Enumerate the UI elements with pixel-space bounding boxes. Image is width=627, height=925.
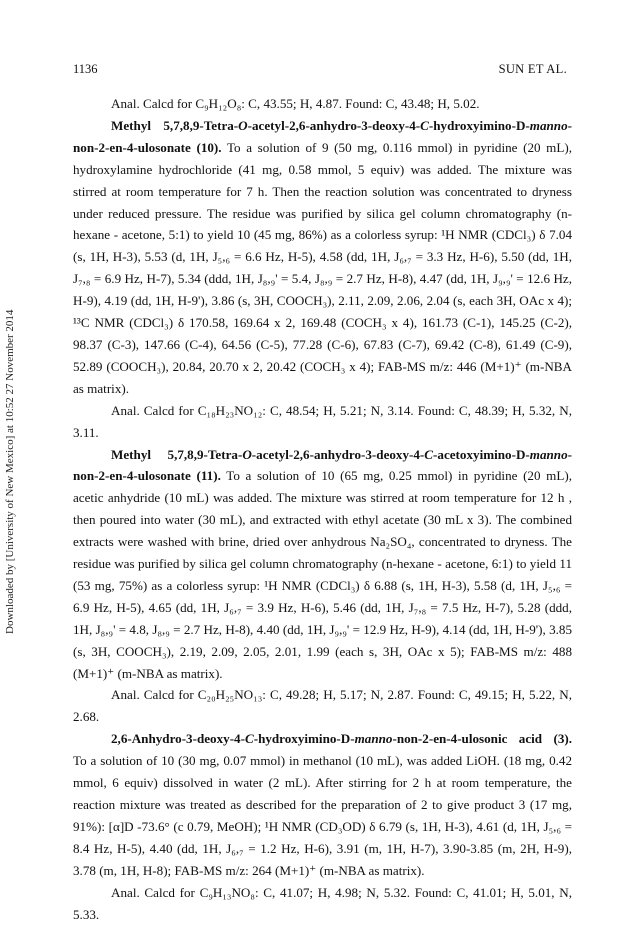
compound-11-paragraph [73, 444, 572, 685]
title-part: manno [354, 731, 393, 747]
title-part: 2,6-Anhydro-3-deoxy-4- [111, 731, 245, 747]
download-note: Downloaded by [University of New Mexico] at 10:52 27 November 2014 [4, 309, 16, 634]
title-part: C [420, 117, 429, 133]
title-part: -non-2-en-4-ulosonic acid (3). [392, 731, 572, 747]
analysis-paragraph [73, 684, 572, 728]
title-part: O [238, 117, 248, 133]
compound-3-body: To a solution of 10 (30 mg, 0.07 mmol) in methanol (10 mL), was added LiOH. (18 mg, 0.42 mmol, 6 equiv) dissolved in water (2 mL). After stirring for 2 h at room temperature, the reaction mixture was treated as described for the preparation of 2 to give product 3 (17 mg, 91%): [α]D -73.6° (c 0.79, MeOH); ¹H NMR (CD₃OD) δ 6.79 (s, 1H, H-3), 4.61 (d, 1H, J₅,₆ = 8.4 Hz, H-5), 4.40 (dd, 1H, J₆,₇ = 1.2 Hz, H-6), 3.91 (m, 1H, H-7), 3.90-3.85 (m, 2H, H-9), 3.78 (m, 1H, H-8); FAB-MS m/z: 264 (M+1)⁺ (m-NBA as matrix). [73, 753, 572, 878]
download-watermark [4, 309, 24, 654]
title-part: - [350, 731, 355, 747]
analysis-paragraph [73, 93, 572, 115]
title-part: D [515, 446, 526, 462]
analysis-text: Anal. Calcd for C₉H₁₂O₈: C, 43.55; H, 4.87. Found: C, 43.48; H, 5.02. [111, 96, 480, 111]
title-part: -non-2-en-4-ulosonate (11). [73, 446, 572, 484]
title-part: D [340, 731, 351, 747]
title-part: manno [529, 446, 568, 462]
title-part: -acetyl-2,6-anhydro-3-deoxy-4- [251, 446, 425, 462]
title-part: Methyl 5,7,8,9-Tetra- [111, 446, 243, 462]
title-part: -hydroxyimino- [428, 117, 516, 133]
compound-10-paragraph [73, 115, 572, 400]
title-part: - [525, 446, 530, 462]
running-title: SUN ET AL. [498, 62, 567, 76]
analysis-paragraph [73, 400, 572, 444]
title-part: -non-2-en-4-ulosonate (10). [73, 117, 572, 155]
title-part: C [244, 731, 254, 747]
title-part: O [242, 446, 252, 462]
title-part: Methyl 5,7,8,9-Tetra- [111, 117, 239, 133]
analysis-text: Anal. Calcd for C₁₈H₂₃NO₁₂: C, 48.54; H, 5.21; N, 3.14. Found: C, 48.39; H, 5.32, N, 3.11. [73, 402, 572, 440]
title-part: -acetyl-2,6-anhydro-3-deoxy-4- [247, 117, 421, 133]
analysis-text: Anal. Calcd for C₉H₁₃NO₈: C, 41.07; H, 4.98; N, 5.32. Found: C, 41.01; H, 5.01, N, 5.33. [73, 884, 572, 922]
compound-3-paragraph [73, 728, 572, 881]
title-part: - [525, 117, 530, 133]
page-number: 1136 [73, 62, 98, 76]
title-part: -hydroxyimino- [253, 731, 341, 747]
compound-3-title [111, 731, 572, 746]
title-part: D [515, 117, 526, 133]
title-part: -acetoxyimino- [433, 446, 516, 462]
analysis-text: Anal. Calcd for C₂₀H₂₅NO₁₃: C, 49.28; H, 5.17; N, 2.87. Found: C, 49.15; H, 5.22, N, 2.68. [73, 687, 572, 725]
title-part: manno [529, 117, 568, 133]
compound-10-body: To a solution of 9 (50 mg, 0.116 mmol) in pyridine (20 mL), hydroxylamine hydrochloride (41 mg, 0.58 mmol, 5 equiv) was added. The mixture was stirred at room temperature for 7 h. Then the reaction solution was concentrated to dryness under reduced pressure. The residue was purified by silica gel column chromatography (n-hexane - acetone, 5:1) to yield 10 (45 mg, 86%) as a colorless syrup: ¹H NMR (CDCl₃) δ 7.04 (s, 1H, H-3), 5.53 (d, 1H, J₅,₆ = 6.6 Hz, H-5), 4.58 (dd, 1H, J₆,₇ = 3.3 Hz, H-6), 5.50 (dd, 1H, J₇,₈ = 6.9 Hz, H-7), 5.34 (ddd, 1H, J₈,₉' = 5.4, J₈,₉ = 2.7 Hz, H-8), 4.47 (dd, 1H, J₉,₉' = 12.6 Hz, H-9), 4.19 (dd, 1H, H-9'), 3.86 (s, 3H, COOCH₃), 2.11, 2.09, 2.06, 2.04 (s, each 3H, OAc x 4); ¹³C NMR (CDCl₃) δ 170.58, 169.64 x 2, 169.48 (COCH₃ x 4), 161.73 (C-1), 145.25 (C-2), 98.37 (C-3), 147.66 (C-4), 64.56 (C-5), 77.28 (C-6), 67.83 (C-7), 69.42 (C-8), 61.49 (C-9), 52.89 (COOCH₃), 20.84, 20.70 x 2, 20.42 (COCH₃ x 4); FAB-MS m/z: 446 (M+1)⁺ (m-NBA as matrix). [73, 139, 572, 396]
experimental-section [73, 93, 572, 925]
compound-11-body: To a solution of 10 (65 mg, 0.25 mmol) in pyridine (20 mL), acetic anhydride (10 mL) was added. The mixture was stirred at room temperature for 12 h , then poured into water (30 mL), and extracted with ethyl acetate (30 mL x 3). The combined extracts were washed with brine, dried over anhydrous Na₂SO₄, concentrated to dryness. The residue was purified by silica gel column chromatography (n-hexane - acetone, 6:1) to yield 11 (53 mg, 75%) as a colorless syrup: ¹H NMR (CDCl₃) δ 6.88 (s, 1H, H-3), 5.58 (d, 1H, J₅,₆ = 6.9 Hz, H-5), 4.65 (dd, 1H, J₆,₇ = 3.9 Hz, H-6), 5.46 (dd, 1H, J₇,₈ = 7.5 Hz, H-7), 5.28 (ddd, 1H, J₈,₉' = 4.8, J₈,₉ = 2.7 Hz, H-8), 4.40 (dd, 1H, J₉,₉' = 12.9 Hz, H-9), 4.14 (dd, 1H, H-9'), 3.85 (s, 3H, COOCH₃), 2.19, 2.09, 2.05, 2.01, 1.99 (each s, 3H, OAc x 5); FAB-MS m/z: 488 (M+1)⁺ (m-NBA as matrix). [73, 468, 572, 681]
analysis-paragraph [73, 882, 572, 925]
title-part: C [424, 446, 434, 462]
